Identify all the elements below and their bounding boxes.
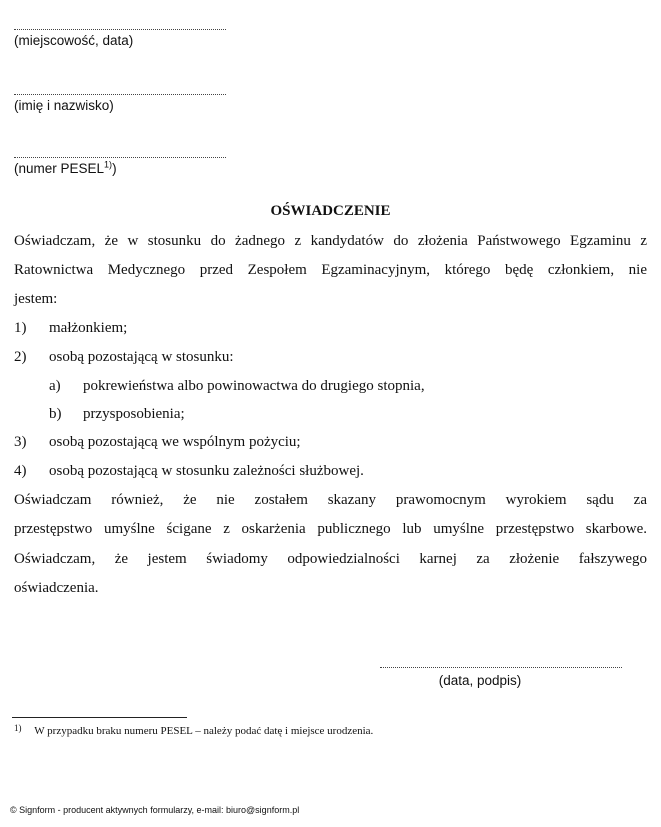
item-4-text: osobą pozostającą w stosunku zależności służbowej. xyxy=(49,463,364,479)
item-2-text: osobą pozostającą w stosunku: xyxy=(49,349,234,365)
signature-line xyxy=(380,667,622,668)
pesel-label-text: (numer PESEL xyxy=(14,161,105,176)
subitem-b-text: przysposobienia; xyxy=(83,406,185,422)
document-title: OŚWIADCZENIE xyxy=(270,203,391,219)
page-footer: © Signform - producent aktywnych formularzy, e-mail: biuro@signform.pl xyxy=(10,805,300,815)
item-1-number: 1) xyxy=(14,320,27,336)
pesel-label-close: ) xyxy=(112,161,117,176)
item-2-number: 2) xyxy=(14,349,27,365)
footnote-separator xyxy=(12,717,187,718)
item-1-text: małżonkiem; xyxy=(49,320,128,336)
signature-label: (data, podpis) xyxy=(438,673,522,688)
place-date-line xyxy=(14,29,226,30)
intro-line-2: Ratownictwa Medycznego przed Zespołem Egzaminacyjnym, którego będę członkiem, nie xyxy=(14,262,647,278)
statement2-line-2: przestępstwo umyślne ścigane z oskarżenia publicznego lub umyślne przestępstwo skarbowe. xyxy=(14,521,647,537)
pesel-footnote-mark: 1) xyxy=(104,159,113,170)
subitem-b-letter: b) xyxy=(49,406,62,422)
pesel-line xyxy=(14,157,226,158)
item-3-number: 3) xyxy=(14,434,27,450)
statement3-line-1: Oświadczam, że jestem świadomy odpowiedzialności karnej za złożenie fałszywego xyxy=(14,551,647,567)
intro-line-3: jestem: xyxy=(14,291,58,307)
footnote xyxy=(14,725,373,737)
pesel-label xyxy=(14,161,117,176)
footnote-mark: 1) xyxy=(14,723,22,733)
footnote-text: W przypadku braku numeru PESEL – należy podać datę i miejsce urodzenia. xyxy=(34,725,374,737)
subitem-a-text: pokrewieństwa albo powinowactwa do drugiego stopnia, xyxy=(83,378,425,394)
place-date-label: (miejscowość, data) xyxy=(14,33,134,48)
subitem-a-letter: a) xyxy=(49,378,61,394)
name-label: (imię i nazwisko) xyxy=(14,98,114,113)
intro-line-1: Oświadczam, że w stosunku do żadnego z kandydatów do złożenia Państwowego Egzaminu z xyxy=(14,233,647,249)
item-4-number: 4) xyxy=(14,463,27,479)
name-line xyxy=(14,94,226,95)
statement3-line-2: oświadczenia. xyxy=(14,580,99,596)
statement2-line-1: Oświadczam również, że nie zostałem skazany prawomocnym wyrokiem sądu za xyxy=(14,492,647,508)
item-3-text: osobą pozostającą we wspólnym pożyciu; xyxy=(49,434,301,450)
